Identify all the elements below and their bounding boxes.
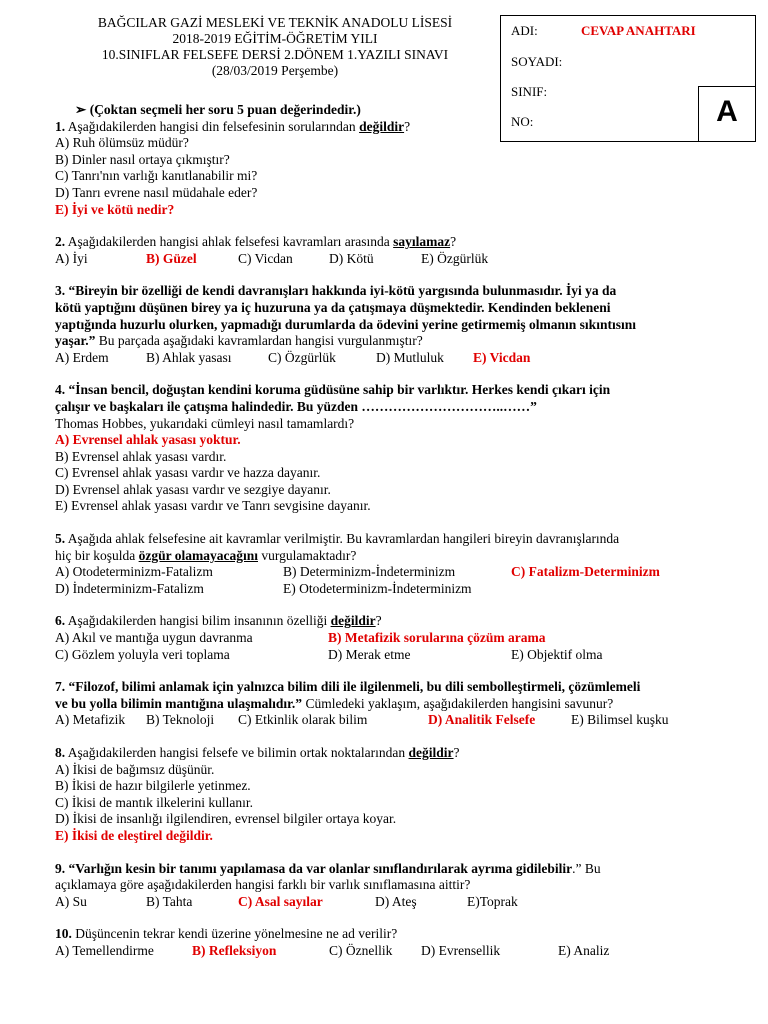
- option: D) Ateş: [375, 893, 417, 909]
- name-value: CEVAP ANAHTARI: [581, 23, 696, 38]
- question-number: 1.: [55, 118, 66, 134]
- question-number: 8.: [55, 745, 66, 760]
- question-number: 2.: [55, 234, 66, 250]
- correct-option: C) Asal sayılar: [238, 893, 323, 909]
- question-4: 4. “İnsan bencil, doğuştan kendini koruma güdüsüne sahip bir varlıktır. Herkes kendi çıkarı için çalışır ve başkaları ile çatışma halindedir. Bu yüzden …………………………..……” Thomas Hobbes, yukarıdaki cümleyi nasıl tamamlardı? A) Evrensel ahlak yasası yoktur. B) Evrensel ahlak yasası vardır. C) Evrensel ahlak yasası vardır ve hazza dayanır. D) Evrensel ahlak yasası vardır ve sezgiye dayanır. E) Evrensel ahlak yasası vardır ve Tanrı sevgisine dayanır.: [55, 382, 745, 515]
- option: A) Akıl ve mantığa uygun davranma: [55, 630, 253, 646]
- question-number: 9.: [55, 860, 66, 876]
- option: C) Gözlem yoluyla veri toplama: [55, 646, 230, 662]
- option: E) Analiz: [558, 942, 610, 958]
- booklet-letter: A: [698, 86, 755, 141]
- question-number: 6.: [55, 613, 66, 629]
- question-number: 4.: [55, 382, 66, 398]
- option: B) Ahlak yasası: [146, 349, 232, 365]
- correct-option: A) Evrensel ahlak yasası yoktur.: [55, 432, 241, 448]
- correct-option: C) Fatalizm-Determinizm: [511, 564, 660, 580]
- option: D) İkisi de insanlığı ilgilendiren, evrensel bilgiler ortaya koyar.: [55, 811, 397, 827]
- option: A) Ruh ölümsüz müdür?: [55, 135, 189, 151]
- correct-option: B) Metafizik sorularına çözüm arama: [328, 630, 546, 646]
- exam-title: 10.SINIFLAR FELSEFE DERSİ 2.DÖNEM 1.YAZILI SINAVI: [101, 47, 449, 62]
- question-5: 5. Aşağıda ahlak felsefesine ait kavramlar verilmiştir. Bu kavramlardan hangileri bireyin davranışlarında hiç bir koşulda özgür olamayacağını vurgulamaktadır? A) Otodeterminizm-Fatalizm B) Determinizm-İndeterminizm C) Fatalizm-Determinizm D) İndeterminizm-Fatalizm E) Otodeterminizm-İndeterminizm: [55, 531, 660, 596]
- option: C) Özgürlük: [268, 349, 336, 365]
- option: C) Öznellik: [329, 942, 393, 958]
- question-2: 2. Aşağıdakilerden hangisi ahlak felsefesi kavramları arasında sayılamaz? A) İyi B) Güzel C) Vicdan D) Kötü E) Özgürlük: [55, 234, 489, 266]
- question-7: 7. “Filozof, bilimi anlamak için yalnızca bilim dili ile ilgilenmeli, bu dili sembolleştirmeli, çözümlemeli ve bu yolla bilimin mantığına ulaşmalıdır.” Cümledeki yaklaşım, aşağıdakilerden hangisini savunur? A) Metafizik B) Teknoloji C) Etkinlik olarak bilim D) Analitik Felsefe E) Bilimsel kuşku: [55, 679, 669, 728]
- option: C) Etkinlik olarak bilim: [238, 712, 368, 728]
- question-3: 3. “Bireyin bir özelliği de kendi davranışları hakkında iyi-kötü yargısında bulunmasıdır. İyi ya da kötü yaptığını düşünen birey ya iç huzuruna ya da çatışmaya düşmektedir. Kendinden bekleneni yaptığında huzurlu olurken, yapmadığı durumlarda da ödevini yerine getirmemiş olmanın sıkıntısını yaşar.” Bu parçada aşağıdaki kavramlardan hangisi vurgulanmıştır? A) Erdem B) Ahlak yasası C) Özgürlük D) Mutluluk E) Vicdan: [55, 283, 636, 365]
- option: D) Mutluluk: [376, 349, 444, 365]
- option: B) Dinler nasıl ortaya çıkmıştır?: [55, 151, 230, 167]
- correct-option: D) Analitik Felsefe: [428, 712, 536, 728]
- option: B) Tahta: [146, 893, 193, 909]
- exam-header: [60, 15, 490, 79]
- correct-option: B) Refleksiyon: [192, 942, 277, 958]
- question-9: 9. “Varlığın kesin bir tanımı yapılamasa da var olanlar sınıflandırılarak ayrıma gidilebilir.” Bu açıklamaya göre aşağıdakilerden hangisi farklı bir varlık sınıflamasına aittir? A) Su B) Tahta C) Asal sayılar D) Ateş E)Toprak: [55, 860, 601, 909]
- question-number: 3.: [55, 283, 66, 299]
- question-number: 10.: [55, 926, 72, 942]
- correct-option: E) İkisi de eleştirel değildir.: [55, 827, 213, 843]
- academic-year: 2018-2019 EĞİTİM-ÖĞRETİM YILI: [172, 31, 378, 46]
- option: A) Metafizik: [55, 712, 126, 728]
- question-number: 5.: [55, 531, 66, 547]
- option: D) Merak etme: [328, 646, 411, 662]
- question-10: 10. Düşüncenin tekrar kendi üzerine yönelmesine ne ad verilir? A) Temellendirme B) Refleksiyon C) Öznellik D) Evrensellik E) Analiz: [55, 926, 610, 958]
- option: A) Su: [55, 893, 87, 909]
- number-label: NO:: [511, 114, 534, 129]
- option: D) İndeterminizm-Fatalizm: [55, 580, 204, 596]
- option: A) Otodeterminizm-Fatalizm: [55, 564, 213, 580]
- class-label: SINIF:: [511, 84, 548, 99]
- school-name: BAĞCILAR GAZİ MESLEKİ VE TEKNİK ANADOLU LİSESİ: [97, 15, 453, 30]
- exam-date: (28/03/2019 Perşembe): [211, 63, 339, 78]
- option: B) Determinizm-İndeterminizm: [283, 564, 456, 580]
- correct-option: B) Güzel: [146, 250, 197, 266]
- option: A) Erdem: [55, 349, 109, 365]
- option: C) Vicdan: [238, 250, 293, 266]
- option: D) Evrensel ahlak yasası vardır ve sezgiye dayanır.: [55, 481, 331, 497]
- option: C) İkisi de mantık ilkelerini kullanır.: [55, 794, 253, 810]
- name-label: ADI:: [511, 23, 538, 38]
- option: E) Otodeterminizm-İndeterminizm: [283, 580, 472, 596]
- option: B) Evrensel ahlak yasası vardır.: [55, 448, 227, 464]
- option: A) Temellendirme: [55, 942, 154, 958]
- arrow-icon: ➢: [75, 102, 87, 117]
- option: E) Bilimsel kuşku: [571, 712, 669, 728]
- instruction: [75, 102, 745, 119]
- surname-label: SOYADI:: [511, 54, 563, 69]
- question-6: 6. Aşağıdakilerden hangisi bilim insanının özelliği değildir? A) Akıl ve mantığa uygun davranma B) Metafizik sorularına çözüm arama C) Gözlem yoluyla veri toplama D) Merak etme E) Objektif olma: [55, 613, 603, 662]
- option: C) Evrensel ahlak yasası vardır ve hazza dayanır.: [55, 465, 321, 481]
- option: E) Özgürlük: [421, 250, 489, 266]
- option: C) Tanrı'nın varlığı kanıtlanabilir mi?: [55, 168, 258, 184]
- option: A) İkisi de bağımsız düşünür.: [55, 761, 215, 777]
- option: E) Objektif olma: [511, 646, 603, 662]
- option: D) Kötü: [329, 250, 374, 266]
- name-row: [511, 23, 696, 39]
- option: B) Teknoloji: [146, 712, 215, 728]
- option: A) İyi: [55, 250, 88, 266]
- option: B) İkisi de hazır bilgilerle yetinmez.: [55, 778, 251, 794]
- question-8: 8. Aşağıdakilerden hangisi felsefe ve bilimin ortak noktalarından değildir? A) İkisi de bağımsız düşünür. B) İkisi de hazır bilgilerle yetinmez. C) İkisi de mantık ilkelerini kullanır. D) İkisi de insanlığı ilgilendiren, evrensel bilgiler ortaya koyar. E) İkisi de eleştirel değildir.: [55, 745, 745, 845]
- option: D) Tanrı evrene nasıl müdahale eder?: [55, 184, 258, 200]
- option: E)Toprak: [467, 893, 518, 909]
- correct-option: E) İyi ve kötü nedir?: [55, 201, 175, 217]
- question-1: 1. Aşağıdakilerden hangisi din felsefesinin sorularından değildir? A) Ruh ölümsüz müdür? B) Dinler nasıl ortaya çıkmıştır? C) Tanrı'nın varlığı kanıtlanabilir mi? D) Tanrı evrene nasıl müdahale eder? E) İyi ve kötü nedir?: [55, 119, 745, 219]
- instruction-text: (Çoktan seçmeli her soru 5 puan değerindedir.): [89, 102, 361, 117]
- question-number: 7.: [55, 679, 66, 695]
- option: D) Evrensellik: [421, 942, 501, 958]
- questions: [55, 102, 745, 960]
- option: E) Evrensel ahlak yasası vardır ve Tanrı sevgisine dayanır.: [55, 498, 371, 514]
- correct-option: E) Vicdan: [473, 349, 531, 365]
